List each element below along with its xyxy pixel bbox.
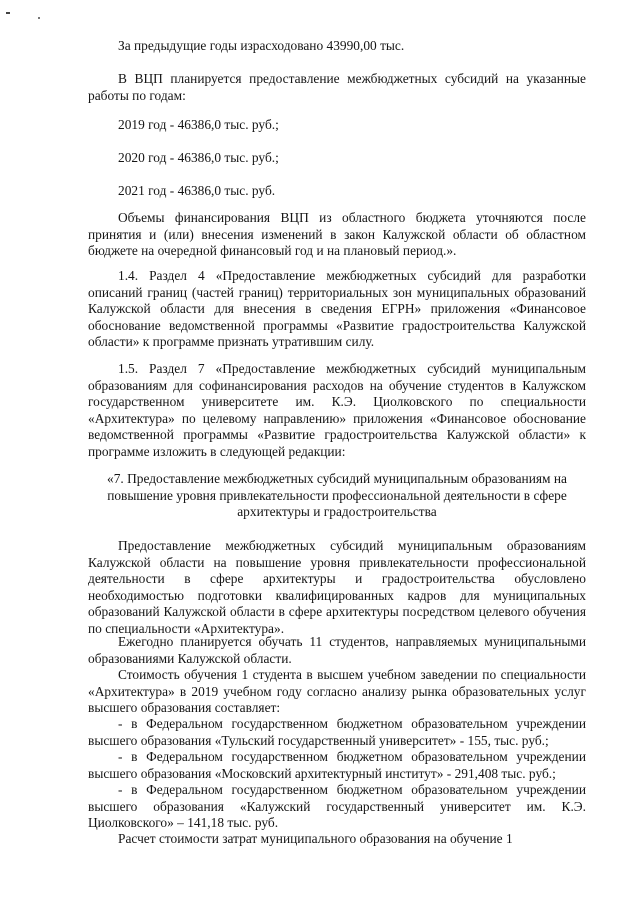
year-item: 2020 год - 46386,0 тыс. руб.; [118, 150, 279, 165]
paragraph-spent: За предыдущие годы израсходовано 43990,00 тыс. [118, 38, 405, 53]
paragraph-volumes: Объемы финансирования ВЦП из областного бюджета уточняются после принятия и (или) внесения изменений в закон Калужской области об областном бюджете на очередной финансовый год и на плановый период.». [88, 210, 586, 259]
paragraph-cost: Стоимость обучения 1 студента в высшем учебном заведении по специальности «Архитектура» в 2019 учебном году согласно анализу рынка образовательных услуг высшего образования составляет: [88, 667, 586, 716]
year-item: 2019 год - 46386,0 тыс. руб.; [118, 117, 279, 132]
paragraph-provision: Предоставление межбюджетных субсидий муниципальным образованиям Калужской области на повышение уровня привлекательности профессиональной деятельности в сфере архитектуры и градостроительства обусловлено необходимостью подготовки квалифицированных кадров для муниципальных образований Калужской области в сфере архитектуры посредством целевого обучения по специальности «Архитектура». [88, 538, 586, 636]
paragraph-annually: Ежегодно планируется обучать 11 студентов, направляемых муниципальными образованиями Калужской области. [88, 634, 586, 666]
paragraph-1-5: 1.5. Раздел 7 «Предоставление межбюджетных субсидий муниципальным образованиям для софинансирования расходов на обучение студентов в Калужском государственном университете им. К.Э. Циолковского по специальности «Архитектура» по целевому направлению» приложения «Финансовое обоснование ведомственной программы «Развитие градостроительства Калужской области» к программе изложить в следующей редакции: [88, 361, 586, 459]
scan-mark [6, 12, 10, 14]
paragraph-1-4: 1.4. Раздел 4 «Предоставление межбюджетных субсидий для разработки описаний границ (частей границ) территориальных зон муниципальных образований Калужской области для внесения в сведения ЕГРН» приложения «Финансовое обоснование ведомственной программы «Развитие градостроительства Калужской области» к программе признать утратившим силу. [88, 268, 586, 350]
section-title: «7. Предоставление межбюджетных субсидий муниципальным образованиям на повышение уровня привлекательности профессиональной деятельности в сфере архитектуры и градостроительства [107, 471, 567, 520]
cost-item: - в Федеральном государственном бюджетном образовательном учреждении высшего образования «Московский архитектурный институт» - 291,408 тыс. руб.; [88, 749, 586, 781]
scan-mark [38, 17, 40, 19]
cost-item: - в Федеральном государственном бюджетном образовательном учреждении высшего образования «Тульский государственный университет» - 155, тыс. руб.; [88, 716, 586, 748]
year-item: 2021 год - 46386,0 тыс. руб. [118, 183, 276, 198]
paragraph-plan: В ВЦП планируется предоставление межбюджетных субсидий на указанные работы по годам: [88, 71, 586, 103]
paragraph-calc: Расчет стоимости затрат муниципального образования на обучение 1 [118, 831, 513, 846]
cost-item: - в Федеральном государственном бюджетном образовательном учреждении высшего образования «Калужский государственный университет им. К.Э. Циолковского» – 141,18 тыс. руб. [88, 782, 586, 831]
